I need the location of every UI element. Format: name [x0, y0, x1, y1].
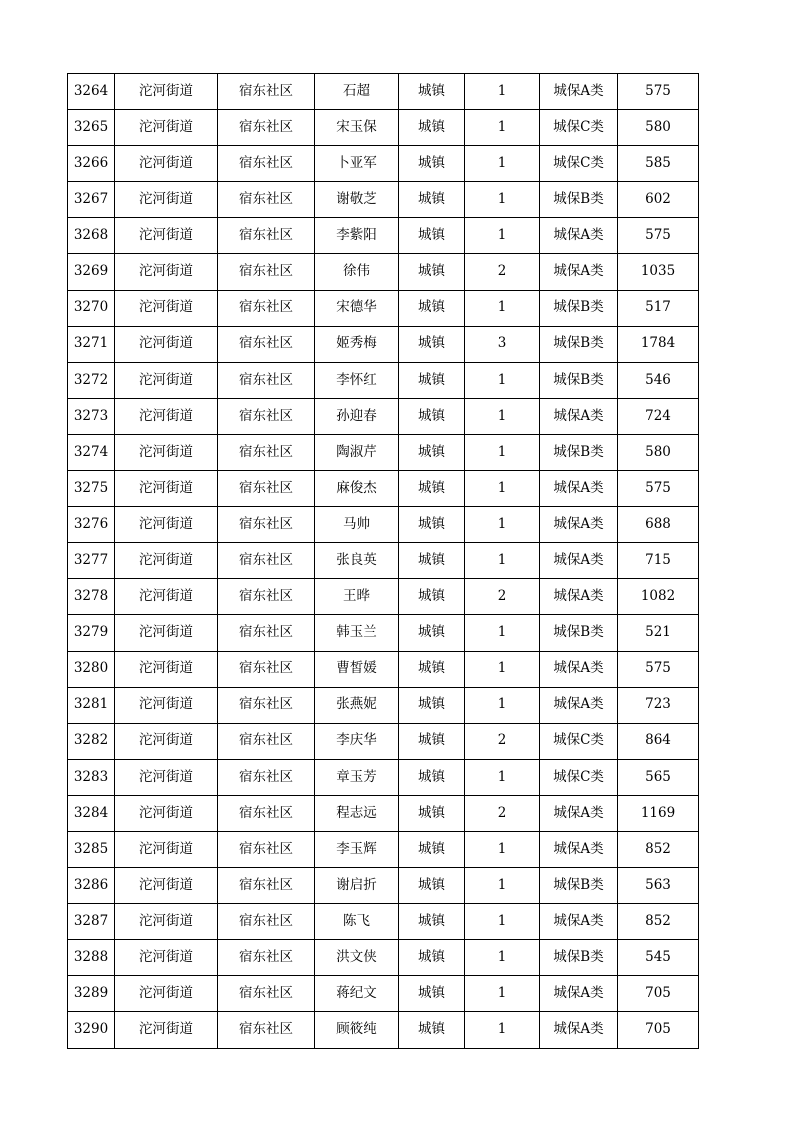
serial-number-cell: 3272 [68, 362, 115, 398]
name-cell: 章玉芳 [315, 759, 399, 795]
serial-number-cell: 3282 [68, 723, 115, 759]
category-cell: 城保B类 [540, 868, 618, 904]
community-cell: 宿东社区 [218, 254, 315, 290]
area-type-cell: 城镇 [399, 290, 465, 326]
street-cell: 沱河街道 [115, 543, 218, 579]
name-cell: 陈飞 [315, 904, 399, 940]
category-cell: 城保A类 [540, 543, 618, 579]
serial-number-cell: 3273 [68, 398, 115, 434]
street-cell: 沱河街道 [115, 1012, 218, 1048]
serial-number-cell: 3269 [68, 254, 115, 290]
street-cell: 沱河街道 [115, 398, 218, 434]
table-row [68, 940, 699, 976]
household-size-cell: 1 [465, 687, 540, 723]
household-size-cell: 1 [465, 362, 540, 398]
area-type-cell: 城镇 [399, 831, 465, 867]
amount-cell: 545 [618, 940, 699, 976]
serial-number-cell: 3268 [68, 218, 115, 254]
table-row [68, 74, 699, 110]
serial-number-cell: 3288 [68, 940, 115, 976]
amount-cell: 575 [618, 651, 699, 687]
table-row [68, 904, 699, 940]
category-cell: 城保C类 [540, 110, 618, 146]
category-cell: 城保A类 [540, 687, 618, 723]
area-type-cell: 城镇 [399, 362, 465, 398]
street-cell: 沱河街道 [115, 651, 218, 687]
street-cell: 沱河街道 [115, 74, 218, 110]
name-cell: 马帅 [315, 507, 399, 543]
street-cell: 沱河街道 [115, 579, 218, 615]
serial-number-cell: 3265 [68, 110, 115, 146]
amount-cell: 563 [618, 868, 699, 904]
street-cell: 沱河街道 [115, 434, 218, 470]
amount-cell: 575 [618, 74, 699, 110]
community-cell: 宿东社区 [218, 290, 315, 326]
table-row [68, 362, 699, 398]
household-size-cell: 1 [465, 543, 540, 579]
category-cell: 城保B类 [540, 182, 618, 218]
name-cell: 李玉辉 [315, 831, 399, 867]
household-size-cell: 1 [465, 74, 540, 110]
area-type-cell: 城镇 [399, 110, 465, 146]
name-cell: 顾筱纯 [315, 1012, 399, 1048]
table-row [68, 471, 699, 507]
amount-cell: 580 [618, 434, 699, 470]
name-cell: 宋玉保 [315, 110, 399, 146]
street-cell: 沱河街道 [115, 759, 218, 795]
table-row [68, 146, 699, 182]
community-cell: 宿东社区 [218, 831, 315, 867]
street-cell: 沱河街道 [115, 615, 218, 651]
area-type-cell: 城镇 [399, 651, 465, 687]
household-size-cell: 3 [465, 326, 540, 362]
household-size-cell: 1 [465, 398, 540, 434]
community-cell: 宿东社区 [218, 362, 315, 398]
amount-cell: 517 [618, 290, 699, 326]
name-cell: 王晔 [315, 579, 399, 615]
amount-cell: 521 [618, 615, 699, 651]
table-row [68, 326, 699, 362]
category-cell: 城保C类 [540, 723, 618, 759]
street-cell: 沱河街道 [115, 182, 218, 218]
table-row [68, 651, 699, 687]
name-cell: 陶淑芹 [315, 434, 399, 470]
table-row [68, 398, 699, 434]
table-row [68, 976, 699, 1012]
name-cell: 卜亚军 [315, 146, 399, 182]
household-size-cell: 2 [465, 795, 540, 831]
amount-cell: 546 [618, 362, 699, 398]
serial-number-cell: 3279 [68, 615, 115, 651]
community-cell: 宿东社区 [218, 940, 315, 976]
area-type-cell: 城镇 [399, 687, 465, 723]
table-row [68, 434, 699, 470]
table-row [68, 507, 699, 543]
category-cell: 城保C类 [540, 759, 618, 795]
community-cell: 宿东社区 [218, 110, 315, 146]
community-cell: 宿东社区 [218, 868, 315, 904]
street-cell: 沱河街道 [115, 940, 218, 976]
category-cell: 城保B类 [540, 290, 618, 326]
name-cell: 洪文侠 [315, 940, 399, 976]
household-size-cell: 1 [465, 759, 540, 795]
serial-number-cell: 3276 [68, 507, 115, 543]
amount-cell: 580 [618, 110, 699, 146]
name-cell: 曹皙媛 [315, 651, 399, 687]
street-cell: 沱河街道 [115, 904, 218, 940]
household-size-cell: 1 [465, 904, 540, 940]
amount-cell: 723 [618, 687, 699, 723]
category-cell: 城保A类 [540, 651, 618, 687]
amount-cell: 864 [618, 723, 699, 759]
community-cell: 宿东社区 [218, 615, 315, 651]
category-cell: 城保A类 [540, 579, 618, 615]
category-cell: 城保B类 [540, 362, 618, 398]
amount-cell: 575 [618, 218, 699, 254]
community-cell: 宿东社区 [218, 471, 315, 507]
name-cell: 麻俊杰 [315, 471, 399, 507]
category-cell: 城保B类 [540, 940, 618, 976]
street-cell: 沱河街道 [115, 868, 218, 904]
area-type-cell: 城镇 [399, 507, 465, 543]
household-size-cell: 1 [465, 507, 540, 543]
table-row [68, 254, 699, 290]
name-cell: 孙迎春 [315, 398, 399, 434]
household-size-cell: 1 [465, 651, 540, 687]
serial-number-cell: 3290 [68, 1012, 115, 1048]
amount-cell: 1035 [618, 254, 699, 290]
street-cell: 沱河街道 [115, 795, 218, 831]
area-type-cell: 城镇 [399, 218, 465, 254]
category-cell: 城保C类 [540, 146, 618, 182]
area-type-cell: 城镇 [399, 74, 465, 110]
serial-number-cell: 3278 [68, 579, 115, 615]
name-cell: 张良英 [315, 543, 399, 579]
name-cell: 李怀红 [315, 362, 399, 398]
table-row [68, 868, 699, 904]
table-row [68, 615, 699, 651]
table-row [68, 182, 699, 218]
category-cell: 城保B类 [540, 434, 618, 470]
amount-cell: 575 [618, 471, 699, 507]
area-type-cell: 城镇 [399, 976, 465, 1012]
household-size-cell: 1 [465, 940, 540, 976]
street-cell: 沱河街道 [115, 831, 218, 867]
household-size-cell: 1 [465, 1012, 540, 1048]
serial-number-cell: 3277 [68, 543, 115, 579]
area-type-cell: 城镇 [399, 579, 465, 615]
name-cell: 姬秀梅 [315, 326, 399, 362]
name-cell: 谢启折 [315, 868, 399, 904]
serial-number-cell: 3289 [68, 976, 115, 1012]
community-cell: 宿东社区 [218, 579, 315, 615]
name-cell: 李紫阳 [315, 218, 399, 254]
area-type-cell: 城镇 [399, 795, 465, 831]
category-cell: 城保A类 [540, 904, 618, 940]
name-cell: 张燕妮 [315, 687, 399, 723]
area-type-cell: 城镇 [399, 1012, 465, 1048]
name-cell: 程志远 [315, 795, 399, 831]
street-cell: 沱河街道 [115, 507, 218, 543]
table-row [68, 218, 699, 254]
category-cell: 城保A类 [540, 831, 618, 867]
street-cell: 沱河街道 [115, 687, 218, 723]
household-size-cell: 1 [465, 471, 540, 507]
category-cell: 城保A类 [540, 507, 618, 543]
table-row [68, 110, 699, 146]
household-size-cell: 1 [465, 831, 540, 867]
name-cell: 宋德华 [315, 290, 399, 326]
street-cell: 沱河街道 [115, 254, 218, 290]
area-type-cell: 城镇 [399, 471, 465, 507]
household-size-cell: 1 [465, 218, 540, 254]
household-size-cell: 1 [465, 615, 540, 651]
table-row [68, 831, 699, 867]
community-cell: 宿东社区 [218, 651, 315, 687]
community-cell: 宿东社区 [218, 543, 315, 579]
category-cell: 城保A类 [540, 1012, 618, 1048]
name-cell: 谢敬芝 [315, 182, 399, 218]
table-row [68, 1012, 699, 1048]
serial-number-cell: 3267 [68, 182, 115, 218]
area-type-cell: 城镇 [399, 398, 465, 434]
serial-number-cell: 3285 [68, 831, 115, 867]
area-type-cell: 城镇 [399, 904, 465, 940]
community-cell: 宿东社区 [218, 182, 315, 218]
category-cell: 城保B类 [540, 615, 618, 651]
name-cell: 蒋纪文 [315, 976, 399, 1012]
area-type-cell: 城镇 [399, 182, 465, 218]
area-type-cell: 城镇 [399, 759, 465, 795]
table-row [68, 759, 699, 795]
community-cell: 宿东社区 [218, 795, 315, 831]
name-cell: 韩玉兰 [315, 615, 399, 651]
category-cell: 城保A类 [540, 471, 618, 507]
street-cell: 沱河街道 [115, 326, 218, 362]
community-cell: 宿东社区 [218, 904, 315, 940]
street-cell: 沱河街道 [115, 146, 218, 182]
amount-cell: 688 [618, 507, 699, 543]
category-cell: 城保A类 [540, 218, 618, 254]
serial-number-cell: 3275 [68, 471, 115, 507]
serial-number-cell: 3286 [68, 868, 115, 904]
community-cell: 宿东社区 [218, 723, 315, 759]
street-cell: 沱河街道 [115, 723, 218, 759]
household-size-cell: 2 [465, 579, 540, 615]
household-size-cell: 2 [465, 254, 540, 290]
amount-cell: 1082 [618, 579, 699, 615]
amount-cell: 602 [618, 182, 699, 218]
amount-cell: 1784 [618, 326, 699, 362]
household-size-cell: 1 [465, 146, 540, 182]
community-cell: 宿东社区 [218, 507, 315, 543]
serial-number-cell: 3284 [68, 795, 115, 831]
amount-cell: 715 [618, 543, 699, 579]
community-cell: 宿东社区 [218, 146, 315, 182]
serial-number-cell: 3281 [68, 687, 115, 723]
community-cell: 宿东社区 [218, 687, 315, 723]
community-cell: 宿东社区 [218, 976, 315, 1012]
table-row [68, 543, 699, 579]
table-row [68, 687, 699, 723]
household-size-cell: 1 [465, 290, 540, 326]
area-type-cell: 城镇 [399, 543, 465, 579]
amount-cell: 705 [618, 1012, 699, 1048]
name-cell: 徐伟 [315, 254, 399, 290]
table-row [68, 795, 699, 831]
category-cell: 城保A类 [540, 398, 618, 434]
community-cell: 宿东社区 [218, 398, 315, 434]
table-row [68, 290, 699, 326]
area-type-cell: 城镇 [399, 868, 465, 904]
amount-cell: 705 [618, 976, 699, 1012]
household-size-cell: 1 [465, 182, 540, 218]
community-cell: 宿东社区 [218, 434, 315, 470]
household-size-cell: 1 [465, 868, 540, 904]
street-cell: 沱河街道 [115, 218, 218, 254]
serial-number-cell: 3283 [68, 759, 115, 795]
serial-number-cell: 3264 [68, 74, 115, 110]
name-cell: 李庆华 [315, 723, 399, 759]
community-cell: 宿东社区 [218, 1012, 315, 1048]
name-cell: 石超 [315, 74, 399, 110]
area-type-cell: 城镇 [399, 146, 465, 182]
category-cell: 城保B类 [540, 326, 618, 362]
amount-cell: 585 [618, 146, 699, 182]
household-size-cell: 2 [465, 723, 540, 759]
area-type-cell: 城镇 [399, 326, 465, 362]
serial-number-cell: 3270 [68, 290, 115, 326]
category-cell: 城保A类 [540, 795, 618, 831]
area-type-cell: 城镇 [399, 723, 465, 759]
household-size-cell: 1 [465, 110, 540, 146]
serial-number-cell: 3271 [68, 326, 115, 362]
category-cell: 城保A类 [540, 254, 618, 290]
record-table [67, 73, 699, 1049]
serial-number-cell: 3274 [68, 434, 115, 470]
street-cell: 沱河街道 [115, 471, 218, 507]
serial-number-cell: 3266 [68, 146, 115, 182]
serial-number-cell: 3287 [68, 904, 115, 940]
community-cell: 宿东社区 [218, 759, 315, 795]
amount-cell: 852 [618, 904, 699, 940]
community-cell: 宿东社区 [218, 74, 315, 110]
amount-cell: 1169 [618, 795, 699, 831]
area-type-cell: 城镇 [399, 254, 465, 290]
household-size-cell: 1 [465, 976, 540, 1012]
community-cell: 宿东社区 [218, 218, 315, 254]
area-type-cell: 城镇 [399, 940, 465, 976]
table-row [68, 723, 699, 759]
street-cell: 沱河街道 [115, 976, 218, 1012]
household-size-cell: 1 [465, 434, 540, 470]
amount-cell: 565 [618, 759, 699, 795]
category-cell: 城保A类 [540, 976, 618, 1012]
category-cell: 城保A类 [540, 74, 618, 110]
community-cell: 宿东社区 [218, 326, 315, 362]
amount-cell: 724 [618, 398, 699, 434]
area-type-cell: 城镇 [399, 615, 465, 651]
amount-cell: 852 [618, 831, 699, 867]
serial-number-cell: 3280 [68, 651, 115, 687]
street-cell: 沱河街道 [115, 110, 218, 146]
table-body [68, 74, 699, 1049]
street-cell: 沱河街道 [115, 290, 218, 326]
street-cell: 沱河街道 [115, 362, 218, 398]
table-row [68, 579, 699, 615]
area-type-cell: 城镇 [399, 434, 465, 470]
